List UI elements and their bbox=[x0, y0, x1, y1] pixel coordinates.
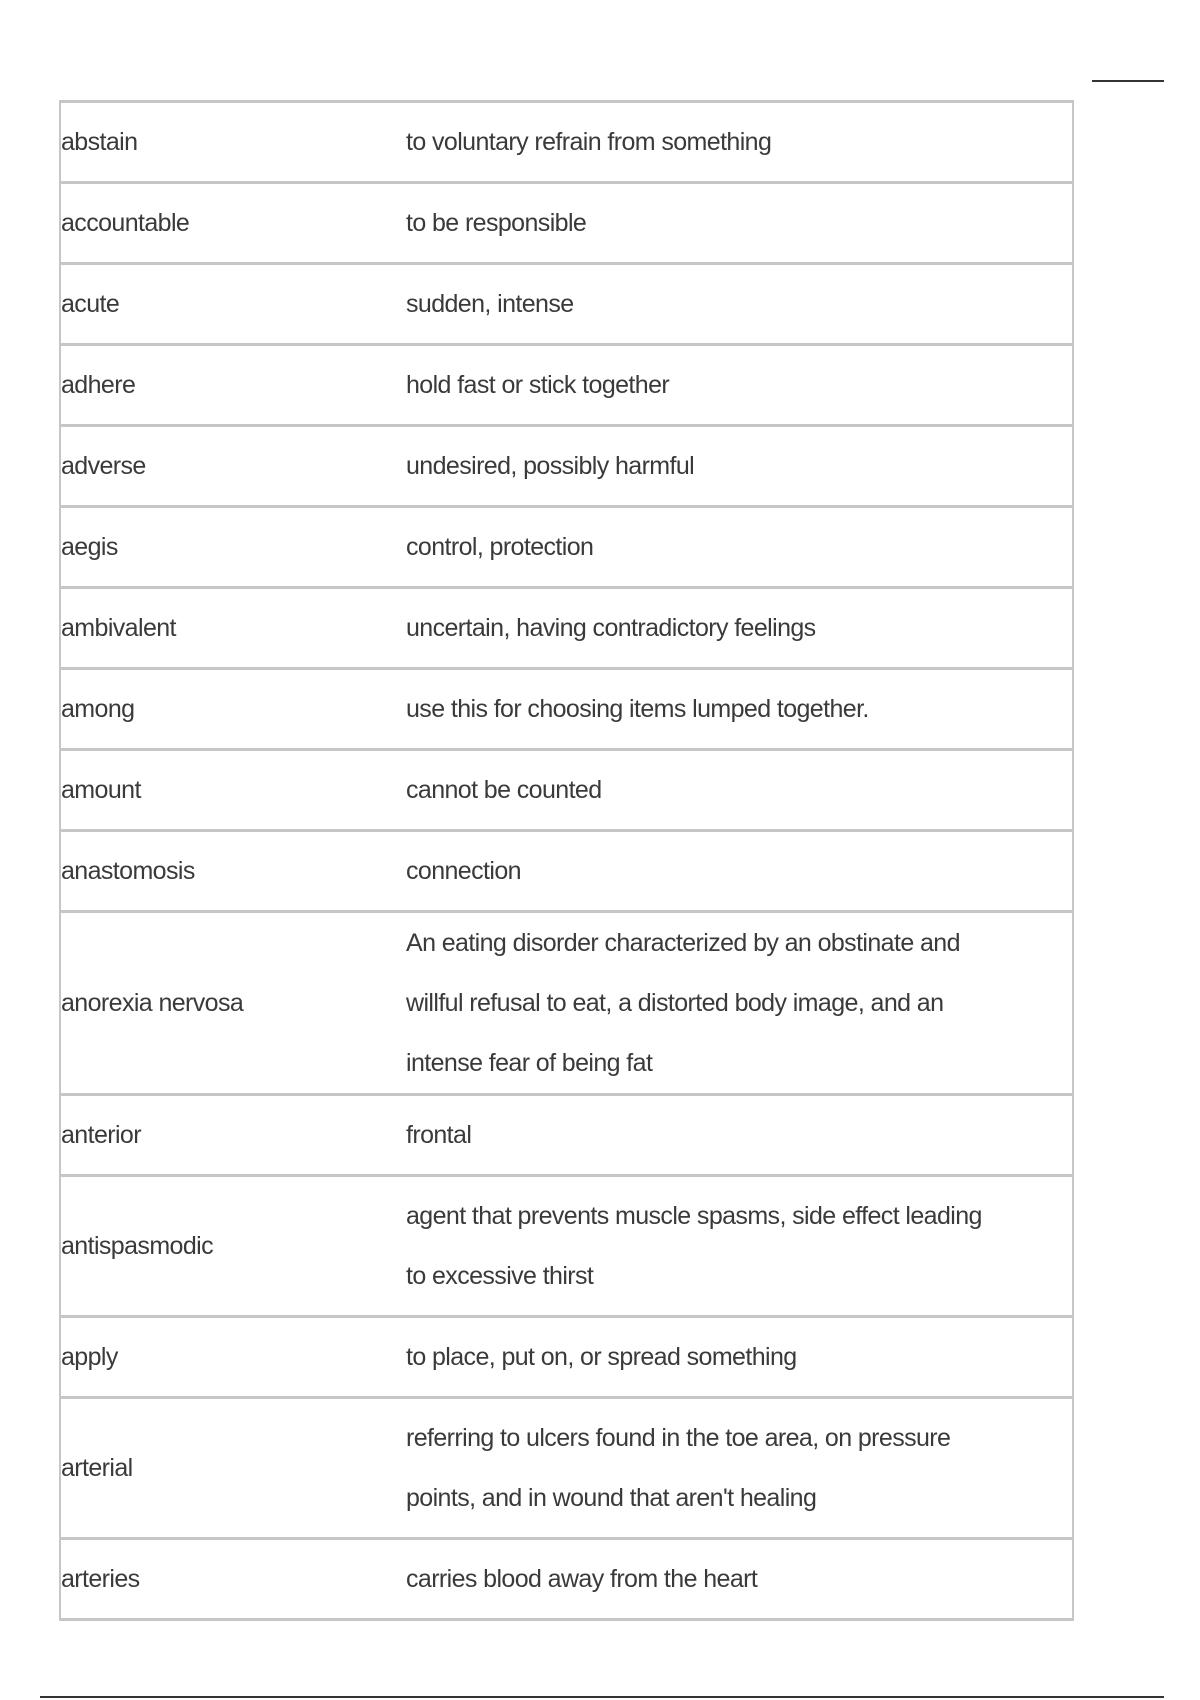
term-cell: anastomosis bbox=[60, 831, 372, 912]
term-cell: acute bbox=[60, 264, 372, 345]
term-cell: abstain bbox=[60, 102, 372, 183]
table-row bbox=[60, 264, 1073, 345]
definition-cell: uncertain, having contradictory feelings bbox=[372, 588, 1073, 669]
term-cell: apply bbox=[60, 1317, 372, 1398]
definition-cell: An eating disorder characterized by an obstinate and willful refusal to eat, a distorted body image, and an intense fear of being fat bbox=[372, 912, 1073, 1095]
table-row bbox=[60, 345, 1073, 426]
glossary-body bbox=[60, 102, 1073, 1620]
table-row bbox=[60, 912, 1073, 1095]
term-cell: anterior bbox=[60, 1095, 372, 1176]
term-cell: accountable bbox=[60, 183, 372, 264]
table-row bbox=[60, 1317, 1073, 1398]
term-cell: ambivalent bbox=[60, 588, 372, 669]
table-row bbox=[60, 426, 1073, 507]
header-rule bbox=[1092, 80, 1164, 82]
definition-cell: sudden, intense bbox=[372, 264, 1073, 345]
term-cell: anorexia nervosa bbox=[60, 912, 372, 1095]
term-cell: among bbox=[60, 669, 372, 750]
term-cell: adhere bbox=[60, 345, 372, 426]
table-row bbox=[60, 1398, 1073, 1539]
table-row bbox=[60, 669, 1073, 750]
table-row bbox=[60, 588, 1073, 669]
definition-cell: hold fast or stick together bbox=[372, 345, 1073, 426]
term-cell: arterial bbox=[60, 1398, 372, 1539]
definition-cell: control, protection bbox=[372, 507, 1073, 588]
glossary-table bbox=[59, 100, 1074, 1621]
definition-cell: connection bbox=[372, 831, 1073, 912]
definition-cell: to be responsible bbox=[372, 183, 1073, 264]
definition-cell: carries blood away from the heart bbox=[372, 1539, 1073, 1620]
term-cell: amount bbox=[60, 750, 372, 831]
table-row bbox=[60, 507, 1073, 588]
table-row bbox=[60, 1539, 1073, 1620]
term-cell: arteries bbox=[60, 1539, 372, 1620]
definition-cell: referring to ulcers found in the toe area, on pressure points, and in wound that aren't healing bbox=[372, 1398, 1073, 1539]
term-cell: antispasmodic bbox=[60, 1176, 372, 1317]
definition-cell: to place, put on, or spread something bbox=[372, 1317, 1073, 1398]
definition-cell: frontal bbox=[372, 1095, 1073, 1176]
term-cell: adverse bbox=[60, 426, 372, 507]
term-cell: aegis bbox=[60, 507, 372, 588]
definition-cell: undesired, possibly harmful bbox=[372, 426, 1073, 507]
definition-cell: agent that prevents muscle spasms, side effect leading to excessive thirst bbox=[372, 1176, 1073, 1317]
table-row bbox=[60, 183, 1073, 264]
footer-rule bbox=[40, 1696, 1164, 1698]
table-row bbox=[60, 750, 1073, 831]
definition-cell: cannot be counted bbox=[372, 750, 1073, 831]
definition-cell: to voluntary refrain from something bbox=[372, 102, 1073, 183]
table-row bbox=[60, 1095, 1073, 1176]
table-row bbox=[60, 102, 1073, 183]
table-row bbox=[60, 1176, 1073, 1317]
definition-cell: use this for choosing items lumped together. bbox=[372, 669, 1073, 750]
table-row bbox=[60, 831, 1073, 912]
